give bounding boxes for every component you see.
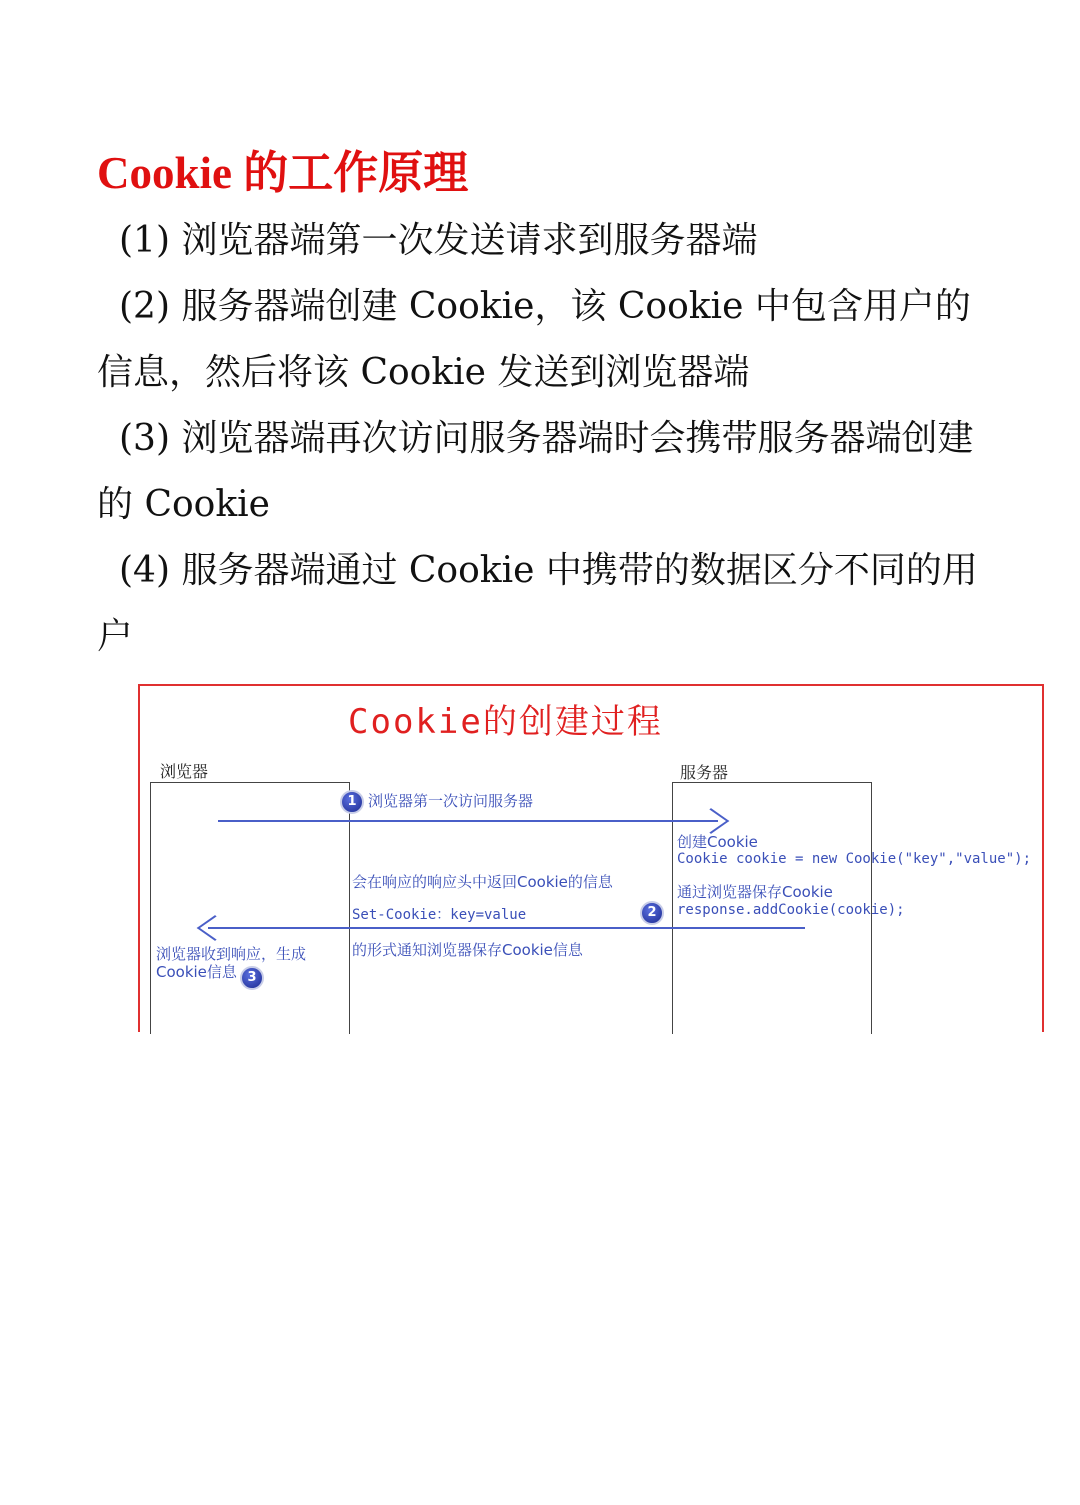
paragraph-step-2: (2) 服务器端创建 Cookie，该 Cookie 中包含用户的信息，然后将该 Cookie 发送到浏览器端 <box>97 286 971 393</box>
browser-receive-note: 浏览器收到响应，生成 <box>156 945 307 963</box>
response-header-note: 会在响应的响应头中返回Cookie的信息 <box>352 873 613 891</box>
server-save-cookie-code: response.addCookie(cookie); <box>677 902 905 918</box>
step-2-badge: 2 <box>640 901 664 925</box>
server-actor-label: 服务器 <box>680 763 729 782</box>
step-1-label: 浏览器第一次访问服务器 <box>368 792 534 810</box>
response-arrow <box>208 927 805 929</box>
paragraph-step-1: (1) 浏览器端第一次发送请求到服务器端 <box>119 220 758 261</box>
step-3-badge: 3 <box>240 966 264 990</box>
paragraph-step-3: (3) 浏览器端再次访问服务器端时会携带服务器端创建的 Cookie <box>97 418 974 525</box>
server-create-cookie-label: 创建Cookie <box>677 833 758 851</box>
browser-actor-label: 浏览器 <box>160 762 209 781</box>
step-1-badge: 1 <box>340 790 364 814</box>
diagram-title: Cookie的创建过程 <box>348 702 663 742</box>
server-save-cookie-label: 通过浏览器保存Cookie <box>677 883 833 901</box>
set-cookie-note: Set-Cookie：key=value <box>352 907 527 923</box>
browser-cookie-info-note: Cookie信息 <box>156 963 237 981</box>
server-create-cookie-code: Cookie cookie = new Cookie("key","value"); <box>677 851 1032 867</box>
cookie-creation-diagram <box>138 684 1044 1032</box>
notify-browser-note: 的形式通知浏览器保存Cookie信息 <box>352 941 583 959</box>
request-arrow <box>218 820 718 822</box>
document-title: Cookie 的工作原理 <box>97 148 469 198</box>
paragraph-step-4: (4) 服务器端通过 Cookie 中携带的数据区分不同的用户 <box>97 550 978 657</box>
